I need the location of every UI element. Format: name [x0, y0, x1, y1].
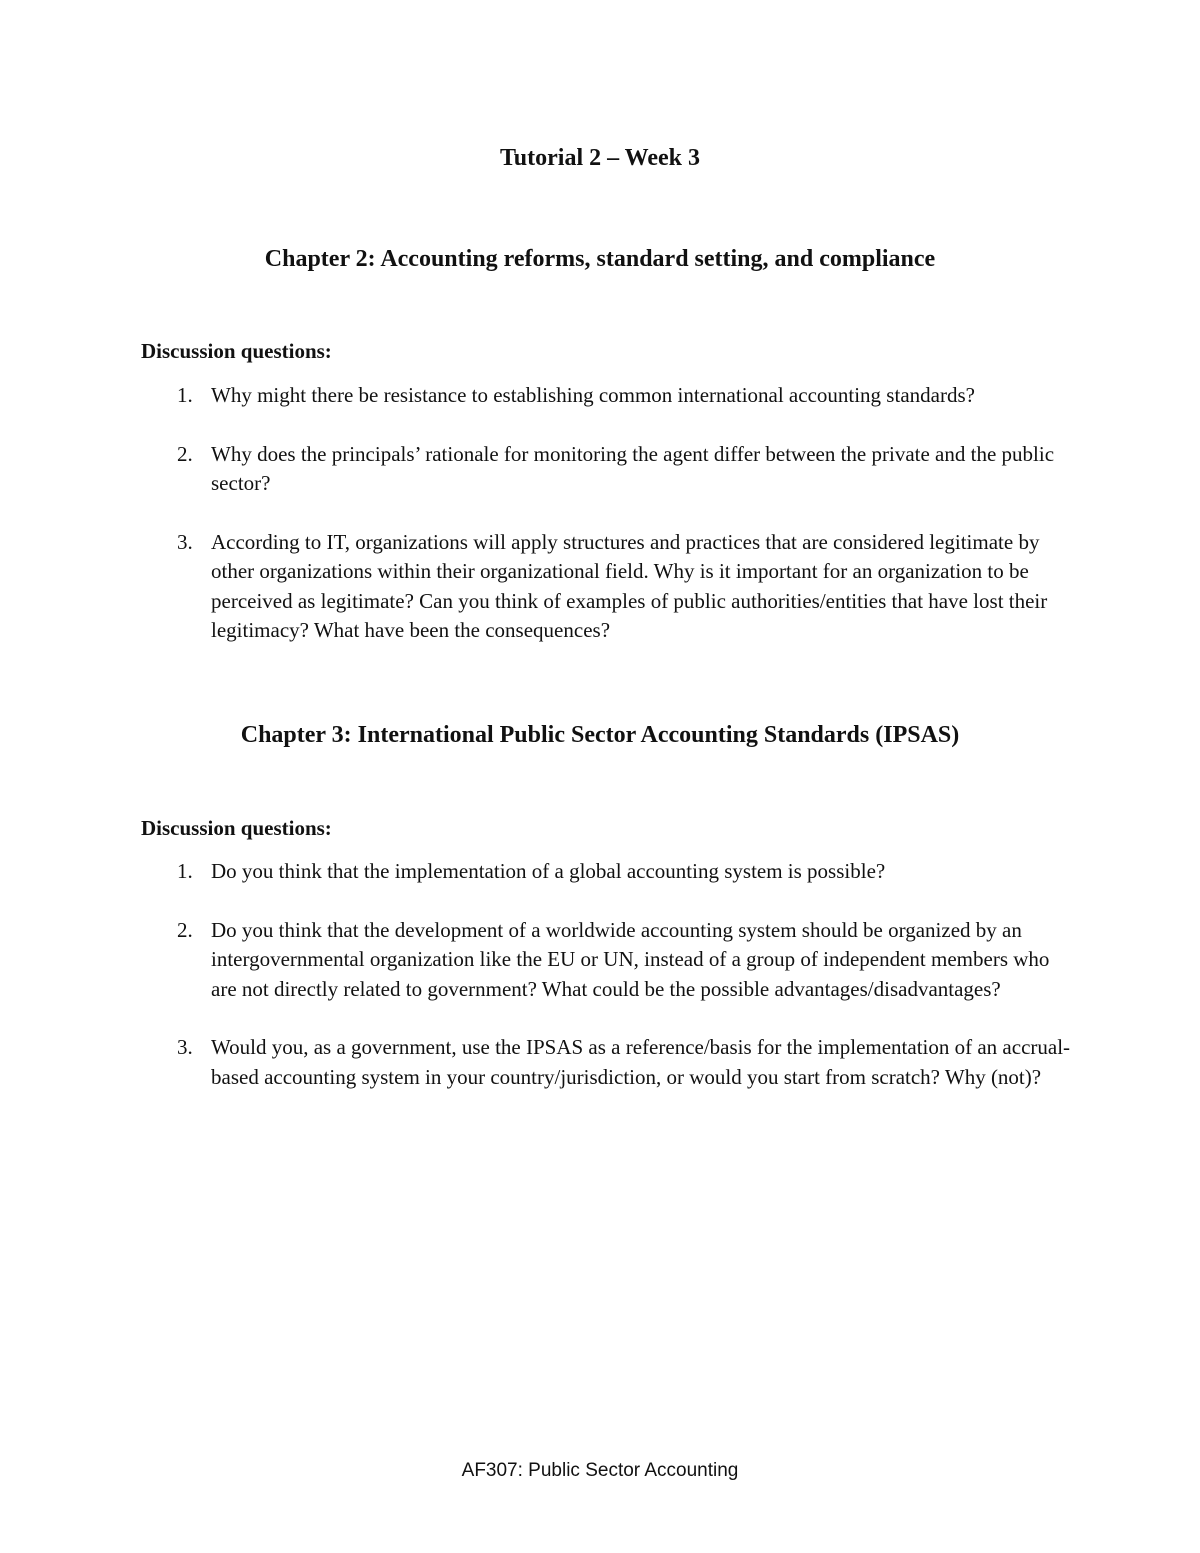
question-text: Do you think that the development of a worldwide accounting system should be organized by an intergovernmental organization like the EU or UN, instead of a group of independent members who are not directly related to government? What could be the possible advantages/disadvantages? [211, 917, 1050, 1001]
question-text: Would you, as a government, use the IPSAS as a reference/basis for the implementation of an accrual-based accounting system in your country/jurisdiction, or would you start from scratch? Why (not)? [211, 1035, 1071, 1089]
question-item [141, 440, 1071, 499]
question-text: According to IT, organizations will apply structures and practices that are considered legitimate by other organizations within their organizational field. Why is it important for an organization to be perceived as legitimate? Can you think of examples of public authorities/entities that have lost their legitimacy? What have been the consequences? [211, 529, 1048, 642]
question-number: 1. [177, 859, 193, 883]
chapter-3-heading: Chapter 3: International Public Sector Accounting Standards (IPSAS) [240, 722, 960, 748]
chapter-3-section-label: Discussion questions: [141, 816, 332, 840]
question-number: 2. [177, 441, 193, 466]
question-number: 3. [177, 1035, 193, 1059]
question-number: 1. [177, 383, 193, 407]
page-footer: AF307: Public Sector Accounting [461, 1460, 739, 1481]
question-number: 3. [177, 529, 193, 554]
question-item [141, 857, 1071, 887]
question-item [141, 1033, 1071, 1092]
question-item [141, 528, 1071, 646]
question-text: Why does the principals’ rationale for monitoring the agent differ between the private and the public sector? [211, 441, 1055, 495]
chapter-2-heading: Chapter 2: Accounting reforms, standard setting, and compliance [264, 246, 936, 272]
chapter-2-question-list [141, 381, 1071, 675]
question-text: Why might there be resistance to establishing common international accounting standards? [211, 383, 975, 407]
chapter-2-section-label: Discussion questions: [141, 339, 332, 363]
question-item [141, 381, 1071, 411]
question-number: 2. [177, 917, 193, 942]
chapter-3-question-list [141, 857, 1071, 1121]
question-item [141, 916, 1071, 1005]
page-title: Tutorial 2 – Week 3 [499, 145, 701, 171]
question-text: Do you think that the implementation of a global accounting system is possible? [211, 859, 886, 883]
